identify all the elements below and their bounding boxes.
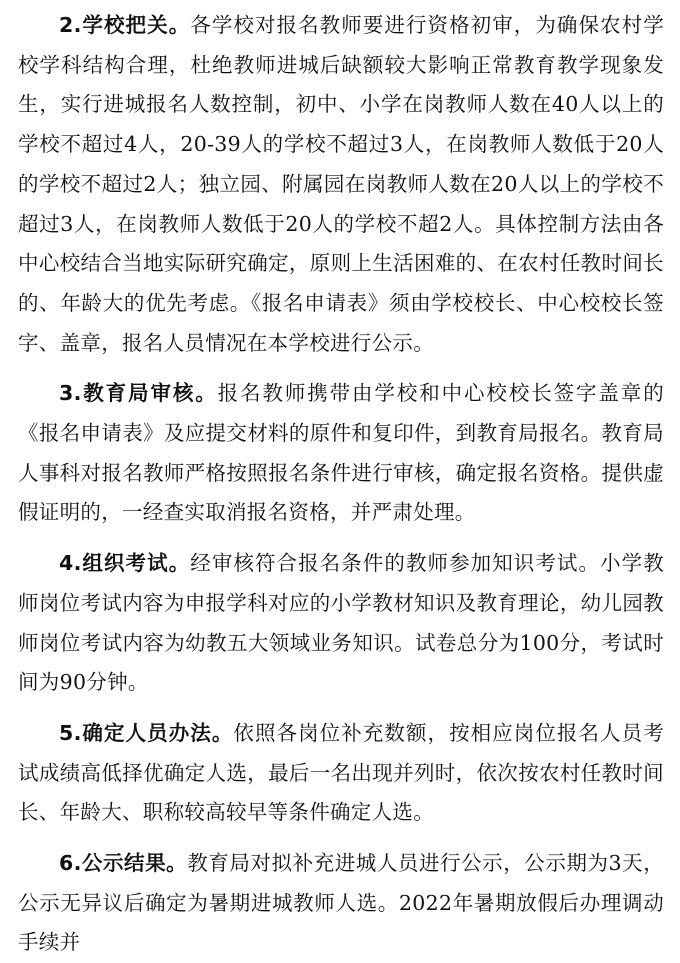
section-exam xyxy=(18,544,664,703)
section-body: 经审核符合报名条件的教师参加知识考试。小学教师岗位考试内容为申报学科对应的小学教材知识及教育理论，幼儿园教师岗位考试内容为幼教五大领域业务知识。试卷总分为100分，考试时间为90分钟。 xyxy=(18,551,664,695)
section-selection-method xyxy=(18,714,664,833)
section-heading: 2.学校把关。 xyxy=(59,13,191,37)
section-body: 报名教师携带由学校和中心校校长签字盖章的《报名申请表》及应提交材料的原件和复印件，到教育局报名。教育局人事科对报名教师严格按照报名条件进行审核，确定报名资格。提供虚假证明的，一经查实取消报名资格，并严肃处理。 xyxy=(18,381,665,525)
section-heading: 3.教育局审核。 xyxy=(59,381,218,406)
section-heading: 5.确定人员办法。 xyxy=(59,720,234,745)
section-body: 依照各岗位补充数额，按相应岗位报名人员考试成绩高低择优确定人选，最后一名出现并列时，依次按农村任教时间长、年龄大、职称较高较早等条件确定人选。 xyxy=(18,720,664,825)
section-heading: 6.公示结果。 xyxy=(59,851,188,876)
section-school-review xyxy=(18,6,664,363)
section-heading: 4.组织考试。 xyxy=(59,551,191,576)
section-body: 各学校对报名教师要进行资格初审，为确保农村学校学科结构合理，杜绝教师进城后缺额较大影响正常教育教学现象发生，实行进城报名人数控制，初中、小学在岗教师人数在40人以上的学校不超过4人，20-39人的学校不超过3人，在岗教师人数低于20人的学校不超过2人；独立园、附属园在岗教师人数在20人以上的学校不超过3人，在岗教师人数低于20人的学校不超2人。具体控制方法由各中心校结合当地实际研究确定，原则上生活困难的、在农村任教时间长的、年龄大的优先考虑。《报名申请表》须由学校校长、中心校校长签字、盖章，报名人员情况在本学校进行公示。 xyxy=(18,13,664,355)
section-publicity xyxy=(18,844,664,963)
section-body: 教育局对拟补充进城人员进行公示，公示期为3天，公示无异议后确定为暑期进城教师人选。2022年暑期放假后办理调动手续并 xyxy=(18,851,664,955)
section-bureau-review xyxy=(18,374,664,533)
document-page xyxy=(18,6,664,963)
